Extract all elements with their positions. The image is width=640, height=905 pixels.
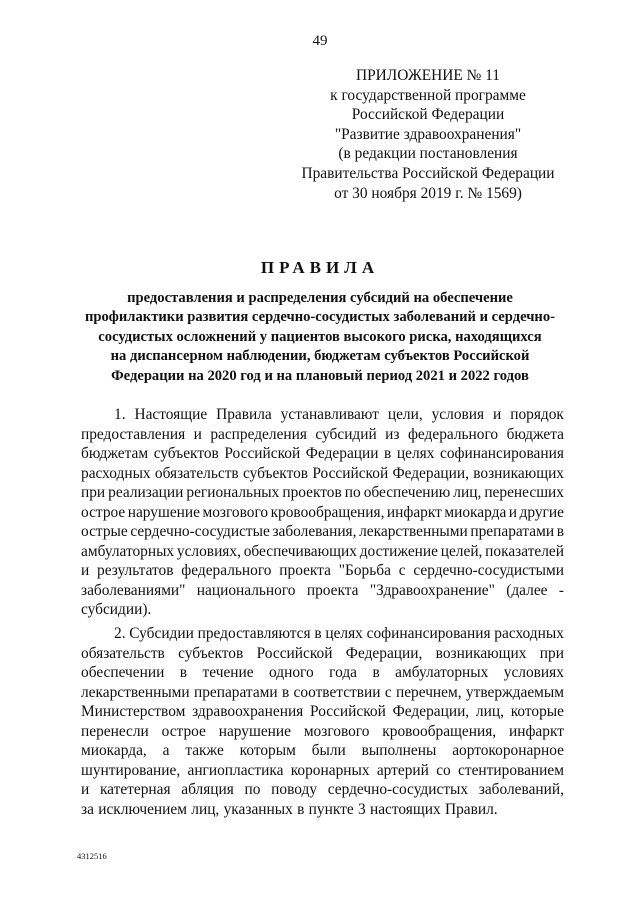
word: достижение — [359, 542, 438, 560]
word: здравоохранения — [192, 703, 304, 720]
word: течение — [202, 664, 254, 681]
word: другие — [519, 503, 564, 521]
paragraph-line — [81, 741, 564, 761]
word: которые — [510, 703, 564, 720]
word: нарушение — [218, 722, 291, 740]
word: в — [297, 800, 305, 818]
word: обеспечении — [81, 664, 165, 681]
word: перечнем, — [395, 683, 462, 701]
word: лиц, — [475, 703, 504, 720]
word: со — [436, 761, 451, 779]
word: целях — [325, 625, 363, 642]
word: условиях — [503, 664, 564, 681]
subtitle-line: на диспансерном наблюдении, бюджетам субъектов Российской — [110, 348, 530, 365]
word: абляция — [181, 781, 234, 798]
word: кровообращения, — [270, 503, 385, 521]
word: Настоящие — [134, 406, 208, 423]
word: возникающих — [435, 644, 527, 662]
word: национального — [196, 581, 296, 599]
word: нарушение — [127, 503, 200, 521]
word: в — [372, 664, 380, 681]
word: которым — [239, 742, 296, 759]
word: региональных — [186, 484, 280, 501]
word: исключением — [98, 800, 187, 818]
word: стентированием — [458, 761, 564, 779]
appendix-line: от 30 ноября 2019 г. № 1569) — [334, 184, 522, 202]
paragraph-line — [81, 425, 564, 445]
paragraph-1 — [81, 405, 564, 620]
paragraph-line — [81, 522, 564, 542]
word: по — [244, 781, 261, 798]
word: амбулаторных — [395, 664, 489, 681]
footer-code: 4312516 — [77, 851, 107, 861]
word: Федерации — [305, 445, 379, 462]
word: острые — [81, 523, 128, 540]
paragraph-2 — [81, 624, 564, 819]
word: софинансирования — [439, 445, 564, 462]
appendix-line: Российской Федерации — [351, 106, 505, 124]
word: Российской — [312, 464, 389, 482]
paragraph-line — [81, 405, 564, 425]
word: результатов — [97, 562, 174, 579]
word: Российской — [256, 644, 333, 662]
word: порядок — [510, 406, 564, 423]
page-number: 49 — [312, 33, 328, 49]
word: препаратами — [193, 683, 278, 701]
word: заболевания, — [272, 523, 357, 540]
paragraph-line — [81, 503, 564, 523]
word: расходных — [494, 625, 564, 642]
appendix-line: к государственной программе — [330, 86, 526, 104]
word: Министерством — [81, 703, 186, 720]
word: инфаркт — [386, 503, 442, 521]
appendix-line: Правительства Российской Федерации — [301, 164, 555, 182]
word: артерий — [376, 761, 429, 779]
appendix-line: ПРИЛОЖЕНИЕ № 11 — [356, 67, 500, 84]
document-title: ПРАВИЛА — [260, 258, 380, 277]
word: обязательств — [81, 644, 165, 662]
word: Федерации, — [392, 464, 469, 482]
word: субъектов — [178, 644, 244, 662]
word: года — [329, 664, 357, 681]
word: соответствии — [293, 683, 381, 701]
word: в — [556, 523, 564, 540]
word: 1. — [114, 406, 126, 423]
word: лекарственными — [359, 523, 468, 540]
word: из — [385, 425, 400, 443]
word: федерального — [407, 425, 499, 443]
word: также — [185, 742, 224, 759]
word: "Борьба — [338, 562, 391, 579]
word: федерального — [181, 562, 272, 579]
word: субсидий — [315, 425, 377, 443]
word: софинансирования — [366, 625, 491, 642]
word: и — [508, 503, 518, 521]
word: амбулаторных — [81, 542, 175, 560]
word: целях — [396, 445, 435, 462]
word: в — [179, 664, 188, 681]
paragraph-line — [81, 464, 564, 484]
paragraph-line — [81, 600, 564, 620]
appendix-header — [250, 66, 606, 203]
word: обеспечению — [363, 484, 451, 501]
word: мозгового — [202, 503, 269, 521]
word: "Здравоохранение" — [369, 581, 495, 599]
word: поводу — [271, 781, 318, 798]
word: лекарственными — [81, 683, 190, 701]
word: с — [398, 562, 406, 579]
paragraph-line — [81, 581, 564, 601]
word: перенесли — [81, 722, 149, 740]
word: Правила — [216, 406, 272, 423]
word: острое — [81, 503, 126, 521]
document-subtitle — [70, 289, 570, 386]
word: и — [493, 406, 502, 423]
word: условиях, — [176, 542, 241, 560]
word: аортокоронарное — [452, 742, 564, 759]
word: субъектов — [242, 464, 309, 482]
word: сердечно-сосудистые — [130, 523, 270, 540]
word: (далее — [506, 581, 548, 599]
word: и — [81, 781, 90, 798]
word: коронарных — [290, 761, 370, 779]
word: и — [81, 562, 90, 579]
word: бюджетам — [81, 445, 149, 462]
paragraph-line — [81, 663, 564, 683]
word: 2. — [114, 625, 126, 642]
subtitle-line: профилактики развития сердечно-сосудистых заболеваний и сердечно- — [84, 309, 555, 326]
word: 3 — [357, 800, 366, 818]
paragraph-line — [81, 722, 564, 742]
word: показателей — [485, 542, 564, 560]
word: проекта — [306, 581, 359, 599]
word: субсидии). — [81, 601, 152, 618]
word: по — [344, 484, 361, 501]
word: реализации — [108, 484, 184, 501]
word: целей, — [440, 542, 483, 560]
word: сердечно-сосудистыми — [413, 562, 564, 579]
word: ангиопластика — [187, 761, 284, 779]
subtitle-line: Федерации на 2020 год и на плановый период 2021 и 2022 годов — [111, 367, 529, 384]
word: перенесших — [484, 484, 564, 501]
paragraph-line — [81, 761, 564, 781]
word: выполнены — [361, 742, 437, 759]
word: в — [384, 445, 392, 462]
word: устанавливают — [280, 406, 379, 423]
word: пункте — [308, 800, 354, 818]
word: бюджета — [506, 425, 564, 443]
word: Правил. — [444, 800, 498, 818]
appendix-line: "Развитие здравоохранения" — [334, 125, 522, 143]
subtitle-line: сосудистых осложнений у пациентов высокого риска, находящихся — [98, 328, 542, 345]
word: заболеваний, — [478, 781, 564, 798]
paragraph-line — [81, 780, 564, 800]
word: в — [281, 683, 290, 701]
word: миокарда — [444, 503, 507, 521]
paragraph-line — [81, 800, 564, 820]
word: препаратами — [470, 523, 555, 540]
word: при — [81, 484, 106, 501]
word: утверждаемым — [465, 683, 564, 701]
word: миокарда, — [81, 742, 147, 759]
word: острое — [161, 722, 206, 740]
word: одного — [269, 664, 314, 681]
word: мозгового — [303, 722, 370, 740]
paragraph-line — [81, 483, 564, 503]
word: предоставляются — [197, 625, 311, 642]
word: катетерная — [99, 781, 171, 798]
paragraph-line — [81, 702, 564, 722]
paragraph-line — [81, 561, 564, 581]
word: лиц, — [191, 800, 220, 818]
word: Российской — [224, 445, 301, 462]
word: сердечно-сосудистых — [327, 781, 469, 798]
word: за — [81, 800, 94, 818]
word: были — [311, 742, 346, 759]
word: условия — [431, 406, 485, 423]
word: при — [539, 644, 564, 662]
word: расходных — [81, 464, 151, 482]
word: настоящих — [369, 800, 441, 818]
word: указанных — [223, 800, 293, 818]
subtitle-line: предоставления и распределения субсидий на обеспечение — [127, 290, 513, 306]
word: и — [193, 425, 202, 443]
word: распределения — [210, 425, 307, 443]
word: возникающих — [473, 464, 564, 482]
word: шунтирование, — [81, 761, 181, 779]
paragraph-line — [81, 644, 564, 664]
word: а — [162, 742, 170, 759]
word: цели, — [387, 406, 423, 423]
word: кровообращения, — [382, 722, 497, 740]
word: субъектов — [153, 445, 219, 462]
word: предоставления — [81, 425, 186, 443]
word: - — [558, 581, 564, 599]
paragraph-line — [81, 683, 564, 703]
word: Федерации, — [345, 644, 423, 662]
word: Субсидии — [129, 625, 194, 642]
word: заболеваниями" — [81, 581, 186, 599]
word: с — [384, 683, 392, 701]
paragraph-line — [81, 444, 564, 464]
word: в — [314, 625, 322, 642]
word: Российской — [310, 703, 386, 720]
word: обеспечивающих — [243, 542, 357, 560]
word: обязательств — [154, 464, 239, 482]
paragraph-line — [81, 624, 564, 644]
word: Федерации, — [392, 703, 470, 720]
word: проектов — [282, 484, 342, 501]
word: инфаркт — [508, 722, 564, 740]
paragraph-line — [81, 542, 564, 562]
word: проекта — [279, 562, 331, 579]
appendix-line: (в редакции постановления — [338, 145, 518, 163]
word: лиц, — [453, 484, 482, 501]
